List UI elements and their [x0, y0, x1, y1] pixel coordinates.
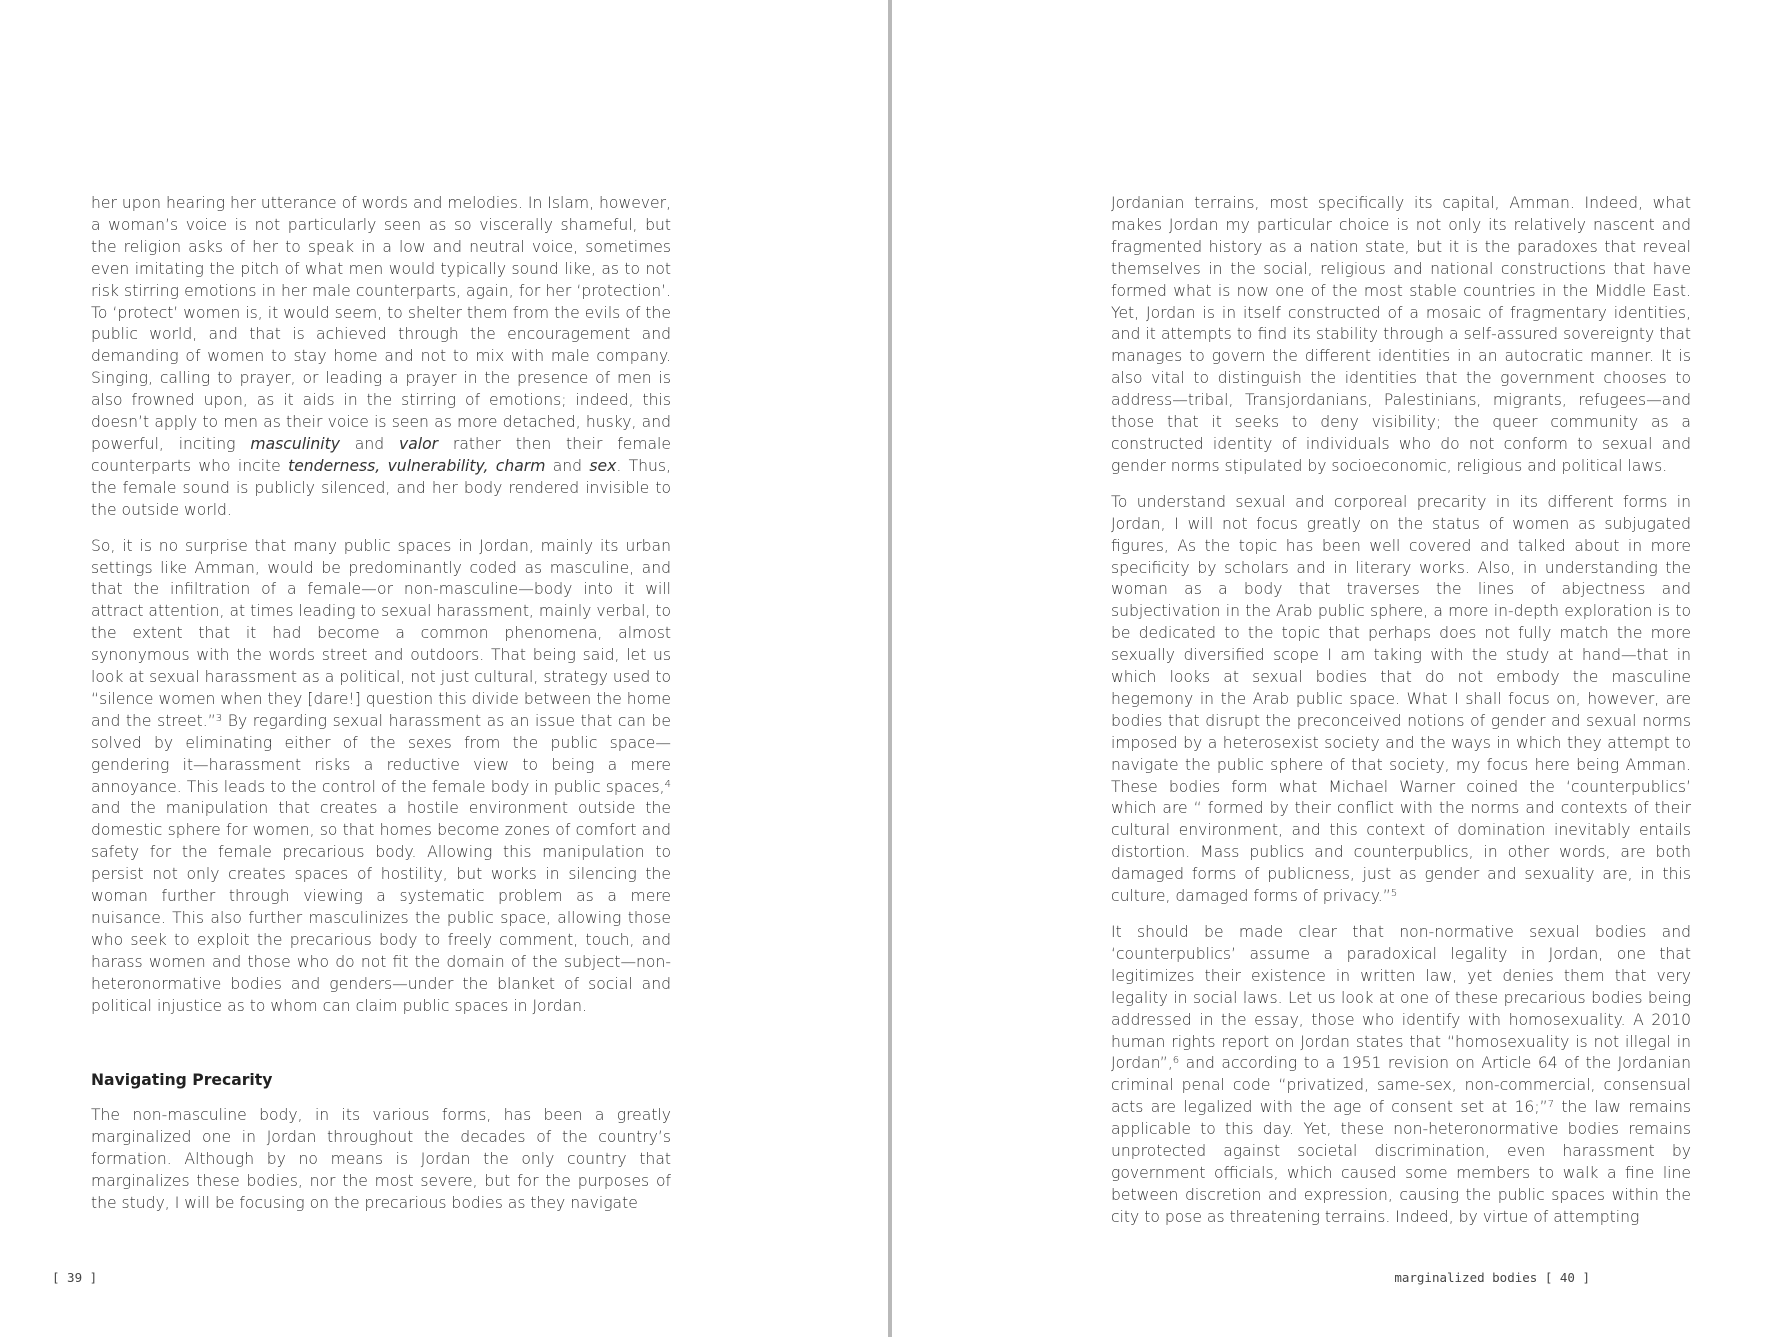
text-run: and — [339, 434, 399, 453]
footnote-ref: 3 — [215, 712, 223, 724]
left-paragraphs — [91, 193, 671, 1018]
footnote-ref: 4 — [664, 778, 671, 790]
footnote-ref: 5 — [1390, 888, 1398, 900]
left-text-column — [91, 193, 671, 1229]
paragraph — [1111, 193, 1691, 478]
text-run: the law remains applicable to this day. Yet, these non-heteronormative bodies remains unprotected against societal discrimination, even harassment by government officials, which caused some members to walk a fine line between discretion and expression, causing the public spaces within the city to pose as threatening terrains. Indeed, by virtue of attempting — [1111, 1098, 1691, 1226]
text-run: and — [545, 456, 590, 475]
emphasis-text: tenderness, vulnerability, charm — [288, 456, 546, 475]
paragraph — [1111, 922, 1691, 1229]
text-run: her upon hearing her utterance of words and melodies. In Islam, however, a woman’s voice is not particularly seen as so viscerally shameful, but the religion asks of her to speak in a low and neutral voice, sometimes even imitating the pitch of what men would typically sound like, as to not risk stirring emotions in her male counterparts, again, for her ‘protection’. To ‘protect’ women is, it would seem, to shelter them from the evils of the public world, and that is achieved through the encouragement and demanding of women to stay home and not to mix with male company. Singing, calling to prayer, or leading a prayer in the presence of men is also frowned upon, as it aids in the stirring of emotions; indeed, this doesn’t apply to men as their voice is seen as more detached, husky, and powerful, inciting — [91, 194, 671, 453]
text-run: By regarding sexual harassment as an issue that can be solved by eliminating either of the sexes from the public space—gendering it—harassment risks a reductive view to being a mere annoyance. This leads to the control of the female body in public spaces, — [91, 711, 671, 796]
right-paragraphs — [1111, 193, 1691, 1229]
emphasis-text: valor — [398, 434, 439, 453]
text-run: To understand sexual and corporeal precarity in its different forms in Jordan, I will not focus greatly on the status of women as subjugated figures, As the topic has been well covered and talked about in more specificity by scholars and in literary works. Also, in understanding the woman as a body that traverses the lines of abjectness and subjectivation in the Arab public sphere, a more in-depth exploration is to be dedicated to the topic that perhaps does not fully match the more sexually diversified scope I am taking with the study at hand—that in which looks at sexual bodies that do not embody the masculine hegemony in the Arab public space. What I shall focus on, however, are bodies that disrupt the preconceived notions of gender and sexual norms imposed by a heterosexist society and the ways in which they attempt to navigate the public sphere of that society, my focus here being Amman. These bodies form what Michael Warner coined the ‘counterpublics’ which are “ formed by their conflict with the norms and contexts of their cultural environment, and this context of domination inevitably entails distortion. Mass publics and counterpublics, in other words, are both damaged forms of publicness, just as gender and sexuality are, in this culture, damaged forms of privacy.” — [1111, 492, 1691, 906]
emphasis-text: sex — [589, 456, 617, 475]
paragraph-after-heading: The non-masculine body, in its various forms, has been a greatly marginalized one in Jordan throughout the decades of the country’s formation. Although by no means is Jordan the only country that marginalizes these bodies, nor the most severe, but for the purposes of the study, I will be focusing on the precarious bodies as they navigate — [91, 1106, 671, 1213]
text-run: Jordanian terrains, most specifically its capital, Amman. Indeed, what makes Jordan my particular choice is not only its relatively nascent and fragmented history as a nation state, but it is the paradoxes that reveal themselves in the social, religious and national constructions that have formed what is now one of the most stable countries in the Middle East. Yet, Jordan is in itself constructed of a mosaic of fragmentary identities, and it attempts to find its stability through a self-assured sovereignty that manages to govern the different identities in an autocratic manner. It is also vital to distinguish the identities that the government chooses to address—tribal, Transjordanians, Palestinians, migrants, refugees—and those that it seeks to deny visibility; the queer community as a constructed identity of individuals who do not conform to sexual and gender norms stipulated by socioeconomic, religious and political laws. — [1111, 194, 1691, 475]
paragraph — [91, 193, 671, 522]
paragraph — [91, 536, 671, 1018]
footnote-ref: 7 — [1547, 1099, 1555, 1111]
page-number-right: marginalized bodies [ 40 ] — [1394, 1270, 1590, 1285]
text-run: and the manipulation that creates a hostile environment outside the domestic sphere for women, so that homes become zones of comfort and safety for the female precarious body. Allowing this manipulation to persist not only creates spaces of hostility, but works in silencing the woman further through viewing a systematic problem as a mere nuisance. This also further masculinizes the public space, allowing those who seek to exploit the precarious body to freely comment, touch, and harass women and those who do not fit the domain of the subject—non-heteronormative bodies and genders—under the blanket of social and political injustice as to whom can claim public spaces in Jordan. — [91, 799, 671, 1015]
paragraph — [1111, 492, 1691, 908]
right-text-column — [1111, 193, 1691, 1243]
left-page — [0, 0, 888, 1337]
text-run: and according to a 1951 revision on Article 64 of the Jordanian criminal penal code “privatized, same-sex, non-commercial, consensual acts are legalized with the age of consent set at 16;” — [1111, 1054, 1691, 1117]
text-run: . Thus, the female sound is publicly silenced, and her body rendered invisible to the outside world. — [91, 456, 671, 519]
right-page — [892, 0, 1780, 1337]
footnote-ref: 6 — [1172, 1055, 1180, 1067]
section-heading: Navigating Precarity — [91, 1070, 273, 1089]
text-run: So, it is no surprise that many public spaces in Jordan, mainly its urban settings like Amman, would be predominantly coded as masculine, and that the infiltration of a female—or non-masculine—body into it will attract attention, at times leading to sexual harassment, mainly verbal, to the extent that it had become a common phenomena, almost synonymous with the words street and outdoors. That being said, let us look at sexual harassment as a political, not just cultural, strategy used to “silence women when they [dare!] question this divide between the home and the street.” — [91, 536, 671, 730]
emphasis-text: masculinity — [250, 434, 340, 453]
text-run: rather then their female counterparts who incite — [91, 434, 671, 475]
text-run: It should be made clear that non-normative sexual bodies and ‘counterpublics’ assume a paradoxical legality in Jordan, one that legitimizes their existence in written law, yet denies them that very legality in social laws. Let us look at one of these precarious bodies being addressed in the essay, those who identify with homosexuality. A 2010 human rights report on Jordan states that “homosexuality is not illegal in Jordan”, — [1111, 923, 1691, 1073]
page-number-left: [ 39 ] — [52, 1270, 98, 1285]
